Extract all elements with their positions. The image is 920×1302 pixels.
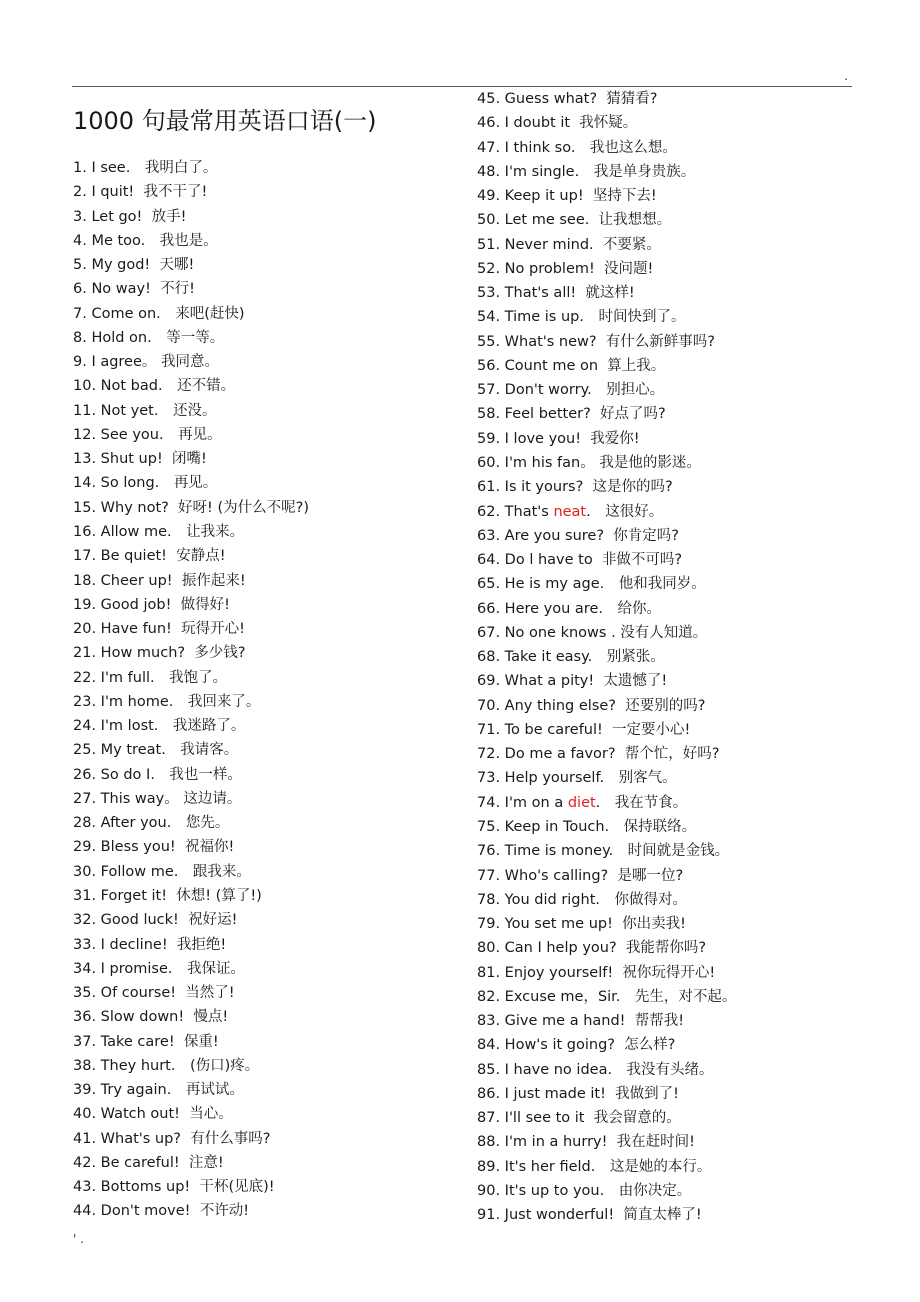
phrase-entry xyxy=(477,597,857,621)
phrase-entry xyxy=(477,766,857,790)
phrase-text: 81. Enjoy yourself! 祝你玩得开心! xyxy=(477,964,716,981)
phrase-text: 90. It's up to you. 由你决定。 xyxy=(477,1182,692,1199)
phrase-text: 80. Can I help you? 我能帮你吗? xyxy=(477,940,707,957)
phrase-text: 30. Follow me. 跟我来。 xyxy=(73,863,251,880)
highlighted-word: neat xyxy=(553,503,587,520)
phrase-entry xyxy=(73,957,453,981)
phrase-text: 31. Forget it! 休想! (算了!) xyxy=(73,887,262,904)
phrase-text: 37. Take care! 保重! xyxy=(73,1033,219,1050)
phrase-entry xyxy=(477,815,857,839)
phrase-text: 4. Me too. 我也是。 xyxy=(73,232,218,249)
phrase-entry xyxy=(477,257,857,281)
page-title: 1000 句最常用英语口语(一) xyxy=(73,107,377,135)
phrase-entry xyxy=(73,350,453,374)
phrase-text: 78. You did right. 你做得对。 xyxy=(477,891,687,908)
phrase-text: 22. I'm full. 我饱了。 xyxy=(73,669,228,686)
header-dot-mark: . xyxy=(844,69,848,83)
phrase-entry xyxy=(73,860,453,884)
left-phrase-column xyxy=(73,156,453,1224)
phrase-text: 65. He is my age. 他和我同岁。 xyxy=(477,576,706,593)
phrase-text: 19. Good job! 做得好! xyxy=(73,596,230,613)
phrase-text: 28. After you. 您先。 xyxy=(73,815,230,832)
phrase-text: 40. Watch out! 当心。 xyxy=(73,1106,233,1123)
phrase-text: 55. What's new? 有什么新鲜事吗? xyxy=(477,333,715,350)
phrase-text: 33. I decline! 我拒绝! xyxy=(73,936,227,953)
phrase-entry xyxy=(477,1058,857,1082)
phrase-text: 52. No problem! 没问题! xyxy=(477,260,654,277)
phrase-text: 53. That's all! 就这样! xyxy=(477,285,635,302)
phrase-text: 25. My treat. 我请客。 xyxy=(73,742,239,759)
phrase-entry xyxy=(477,718,857,742)
phrase-text: 69. What a pity! 太遗憾了! xyxy=(477,673,668,690)
phrase-entry xyxy=(477,1082,857,1106)
phrase-entry xyxy=(73,884,453,908)
phrase-entry xyxy=(477,888,857,912)
phrase-text: 54. Time is up. 时间快到了。 xyxy=(477,309,686,326)
phrase-text-part: . 这很好。 xyxy=(586,503,664,520)
phrase-entry xyxy=(477,233,857,257)
phrase-entry xyxy=(477,87,857,111)
phrase-text: 8. Hold on. 等一等。 xyxy=(73,329,225,346)
phrase-text: 17. Be quiet! 安静点! xyxy=(73,548,226,565)
phrase-text-part: 74. I'm on a xyxy=(477,794,568,811)
phrase-text: 41. What's up? 有什么事吗? xyxy=(73,1130,271,1147)
phrase-text: 15. Why not? 好呀! (为什么不呢?) xyxy=(73,499,309,516)
phrase-text: 7. Come on. 来吧(赶快) xyxy=(73,305,245,322)
phrase-entry xyxy=(73,1175,453,1199)
phrase-text-part: . 我在节食。 xyxy=(595,794,688,811)
phrase-text: 2. I quit! 我不干了! xyxy=(73,184,208,201)
phrase-text: 91. Just wonderful! 简直太棒了! xyxy=(477,1207,702,1224)
phrase-entry xyxy=(73,714,453,738)
phrase-text: 24. I'm lost. 我迷路了。 xyxy=(73,718,246,735)
phrase-text: 23. I'm home. 我回来了。 xyxy=(73,693,261,710)
phrase-text: 47. I think so. 我也这么想。 xyxy=(477,139,677,156)
phrase-text: 75. Keep in Touch. 保持联络。 xyxy=(477,818,697,835)
phrase-entry xyxy=(477,524,857,548)
phrase-entry xyxy=(73,617,453,641)
phrase-entry xyxy=(73,447,453,471)
phrase-entry xyxy=(73,423,453,447)
phrase-text: 79. You set me up! 你出卖我! xyxy=(477,916,686,933)
phrase-entry xyxy=(73,277,453,301)
phrase-entry xyxy=(477,694,857,718)
phrase-entry xyxy=(477,548,857,572)
phrase-text: 66. Here you are. 给你。 xyxy=(477,600,661,617)
phrase-text: 6. No way! 不行! xyxy=(73,281,195,298)
phrase-entry xyxy=(477,111,857,135)
phrase-entry xyxy=(73,399,453,423)
phrase-text: 88. I'm in a hurry! 我在赶时间! xyxy=(477,1134,695,1151)
phrase-text: 42. Be careful! 注意! xyxy=(73,1154,224,1171)
phrase-entry xyxy=(477,330,857,354)
phrase-entry xyxy=(477,1106,857,1130)
phrase-text: 11. Not yet. 还没。 xyxy=(73,402,217,419)
phrase-entry xyxy=(73,593,453,617)
phrase-entry xyxy=(73,374,453,398)
phrase-entry xyxy=(477,864,857,888)
phrase-entry xyxy=(477,475,857,499)
phrase-entry xyxy=(477,621,857,645)
phrase-entry xyxy=(73,229,453,253)
phrase-entry xyxy=(477,839,857,863)
phrase-entry xyxy=(477,985,857,1009)
phrase-text: 32. Good luck! 祝好运! xyxy=(73,912,238,929)
phrase-entry xyxy=(73,763,453,787)
phrase-text: 1. I see. 我明白了。 xyxy=(73,160,218,176)
phrase-text: 48. I'm single. 我是单身贵族。 xyxy=(477,163,696,180)
phrase-entry xyxy=(73,811,453,835)
phrase-text: 43. Bottoms up! 干杯(见底)! xyxy=(73,1179,275,1196)
phrase-entry xyxy=(477,1009,857,1033)
right-phrase-column xyxy=(477,87,857,1227)
phrase-text: 27. This way。 这边请。 xyxy=(73,790,242,807)
phrase-text: 50. Let me see. 让我想想。 xyxy=(477,212,672,229)
phrase-text: 83. Give me a hand! 帮帮我! xyxy=(477,1013,685,1030)
phrase-text: 61. Is it yours? 这是你的吗? xyxy=(477,479,673,496)
phrase-text: 68. Take it easy. 别紧张。 xyxy=(477,649,665,666)
phrase-entry xyxy=(73,544,453,568)
phrase-text: 64. Do l have to 非做不可吗? xyxy=(477,552,683,569)
phrase-entry xyxy=(477,281,857,305)
phrase-entry xyxy=(73,253,453,277)
phrase-entry xyxy=(477,645,857,669)
phrase-text: 5. My god! 天哪! xyxy=(73,257,195,274)
phrase-entry xyxy=(477,1155,857,1179)
phrase-text: 36. Slow down! 慢点! xyxy=(73,1009,229,1026)
phrase-entry xyxy=(477,500,857,524)
phrase-entry xyxy=(73,180,453,204)
phrase-text: 72. Do me a favor? 帮个忙，好吗? xyxy=(477,746,720,763)
phrase-entry xyxy=(73,690,453,714)
phrase-entry xyxy=(73,1199,453,1223)
phrase-text: 57. Don't worry. 别担心。 xyxy=(477,382,665,399)
phrase-entry xyxy=(73,1127,453,1151)
phrase-text: 70. Any thing else? 还要别的吗? xyxy=(477,697,706,714)
phrase-text: 38. They hurt. (伤口)疼。 xyxy=(73,1057,260,1074)
phrase-entry xyxy=(73,569,453,593)
phrase-entry xyxy=(477,160,857,184)
phrase-text: 84. How's it going? 怎么样? xyxy=(477,1037,676,1054)
phrase-entry xyxy=(73,981,453,1005)
phrase-entry xyxy=(477,961,857,985)
phrase-text: 85. I have no idea. 我没有头绪。 xyxy=(477,1061,714,1078)
phrase-text: 71. To be careful! 一定要小心! xyxy=(477,721,691,738)
phrase-text-part: 62. That's xyxy=(477,503,554,520)
phrase-text: 63. Are you sure? 你肯定吗? xyxy=(477,527,679,544)
phrase-text: 35. Of course! 当然了! xyxy=(73,985,235,1002)
phrase-entry xyxy=(73,156,453,180)
phrase-entry xyxy=(73,1054,453,1078)
phrase-text: 3. Let go! 放手! xyxy=(73,208,187,225)
phrase-text: 39. Try again. 再试试。 xyxy=(73,1082,244,1099)
phrase-entry xyxy=(477,136,857,160)
phrase-entry xyxy=(73,205,453,229)
phrase-entry xyxy=(477,1130,857,1154)
phrase-entry xyxy=(73,471,453,495)
phrase-entry xyxy=(477,354,857,378)
phrase-entry xyxy=(477,451,857,475)
phrase-entry xyxy=(477,936,857,960)
phrase-text: 89. It's her field. 这是她的本行。 xyxy=(477,1158,712,1175)
phrase-entry xyxy=(477,402,857,426)
phrase-text: 87. I'll see to it 我会留意的。 xyxy=(477,1110,681,1127)
phrase-text: 9. I agree。 我同意。 xyxy=(73,354,220,371)
phrase-entry xyxy=(73,326,453,350)
phrase-text: 49. Keep it up! 坚持下去! xyxy=(477,188,657,205)
phrase-entry xyxy=(477,912,857,936)
phrase-entry xyxy=(73,496,453,520)
phrase-text: 12. See you. 再见。 xyxy=(73,426,222,443)
phrase-entry xyxy=(73,302,453,326)
phrase-text: 73. Help yourself. 别客气。 xyxy=(477,770,677,787)
phrase-entry xyxy=(73,1078,453,1102)
footer-mark: ' . xyxy=(73,1232,84,1246)
phrase-text: 20. Have fun! 玩得开心! xyxy=(73,621,245,638)
phrase-entry xyxy=(477,1033,857,1057)
phrase-entry xyxy=(73,787,453,811)
phrase-text: 14. So long. 再见。 xyxy=(73,475,218,492)
phrase-text: 34. I promise. 我保证。 xyxy=(73,960,246,977)
phrase-text: 60. I'm his fan。 我是他的影迷。 xyxy=(477,454,701,471)
phrase-text: 82. Excuse me，Sir. 先生，对不起。 xyxy=(477,988,737,1005)
phrase-text: 46. I doubt it 我怀疑。 xyxy=(477,115,638,132)
phrase-entry xyxy=(73,666,453,690)
phrase-entry xyxy=(477,208,857,232)
phrase-text: 58. Feel better? 好点了吗? xyxy=(477,406,666,423)
phrase-text: 59. I love you! 我爱你! xyxy=(477,430,640,447)
phrase-entry xyxy=(477,669,857,693)
phrase-entry xyxy=(73,933,453,957)
phrase-entry xyxy=(477,742,857,766)
phrase-text: 45. Guess what? 猜猜看? xyxy=(477,91,658,107)
phrase-text: 76. Time is money. 时间就是金钱。 xyxy=(477,843,730,860)
phrase-entry xyxy=(477,378,857,402)
phrase-entry xyxy=(73,1030,453,1054)
phrase-entry xyxy=(477,791,857,815)
phrase-text: 18. Cheer up! 振作起来! xyxy=(73,572,246,589)
phrase-entry xyxy=(477,1179,857,1203)
phrase-entry xyxy=(73,1151,453,1175)
phrase-entry xyxy=(477,305,857,329)
phrase-entry xyxy=(73,1102,453,1126)
phrase-text: 56. Count me on 算上我。 xyxy=(477,357,666,374)
phrase-entry xyxy=(477,1203,857,1227)
phrase-entry xyxy=(73,1005,453,1029)
phrase-text: 51. Never mind. 不要紧。 xyxy=(477,236,661,253)
phrase-entry xyxy=(73,908,453,932)
phrase-entry xyxy=(73,641,453,665)
phrase-text: 16. Allow me. 让我来。 xyxy=(73,523,245,540)
phrase-text: 86. I just made it! 我做到了! xyxy=(477,1085,679,1102)
phrase-text: 26. So do I. 我也一样。 xyxy=(73,766,242,783)
phrase-entry xyxy=(477,427,857,451)
phrase-entry xyxy=(477,572,857,596)
phrase-text: 67. No one knows . 没有人知道。 xyxy=(477,624,708,641)
phrase-text: 44. Don't move! 不许动! xyxy=(73,1203,250,1220)
phrase-text: 77. Who's calling? 是哪一位? xyxy=(477,867,684,884)
phrase-text: 29. Bless you! 祝福你! xyxy=(73,839,235,856)
phrase-text: 21. How much? 多少钱? xyxy=(73,645,246,662)
phrase-entry xyxy=(73,738,453,762)
phrase-entry xyxy=(477,184,857,208)
phrase-text: 13. Shut up! 闭嘴! xyxy=(73,451,207,468)
highlighted-word: diet xyxy=(567,794,596,811)
phrase-text: 10. Not bad. 还不错。 xyxy=(73,378,236,395)
phrase-entry xyxy=(73,520,453,544)
phrase-entry xyxy=(73,835,453,859)
